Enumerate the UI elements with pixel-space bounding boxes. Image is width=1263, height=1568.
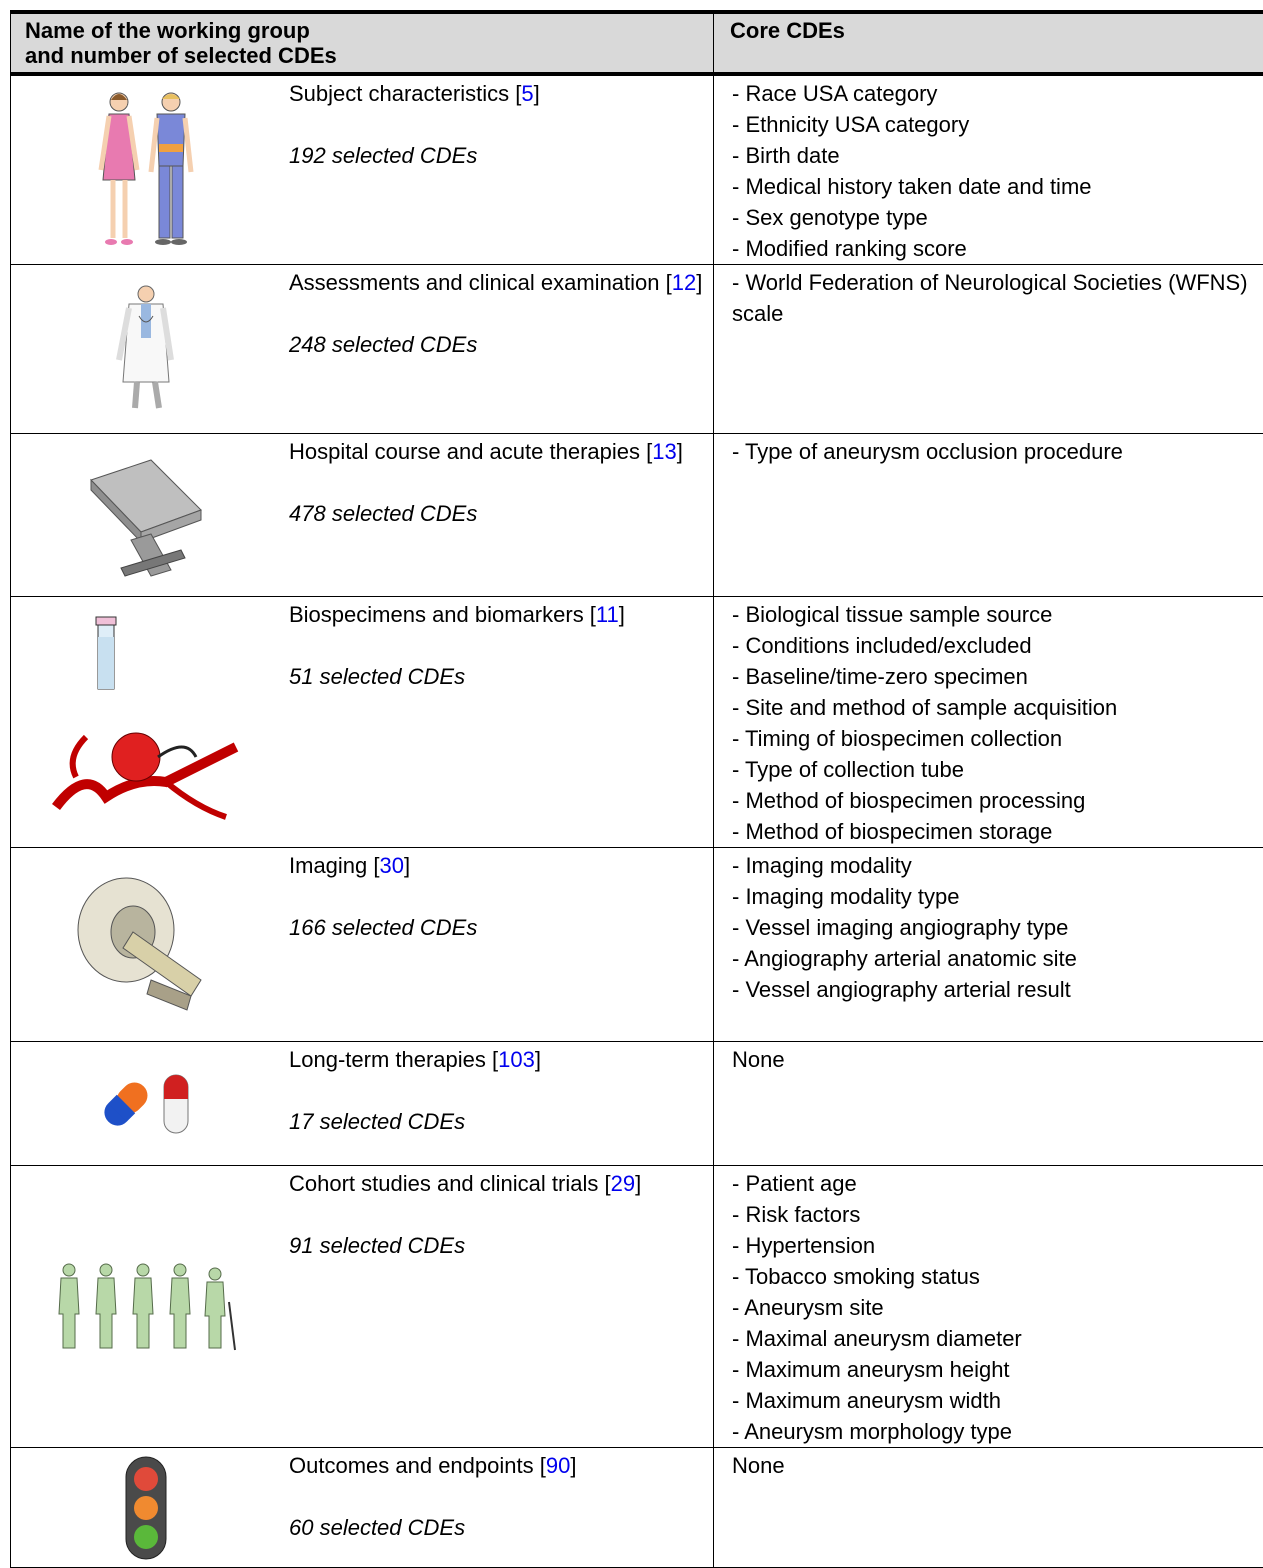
core-cde-item: None [732, 1044, 1263, 1075]
working-group-cell [11, 265, 714, 434]
working-group-name: Cohort studies and clinical trials [29] 91 selected CDEs [289, 1168, 709, 1261]
core-cde-item: - Modified ranking score [732, 233, 1263, 264]
working-group-name: Biospecimens and biomarkers [11] 51 selected CDEs [289, 599, 709, 692]
header-line-2: and number of selected CDEs [25, 43, 337, 68]
working-group-cell [11, 434, 714, 597]
core-cde-item: - Maximal aneurysm diameter [732, 1323, 1263, 1354]
core-cde-item: - Baseline/time-zero specimen [732, 661, 1263, 692]
working-group-cell [11, 597, 714, 848]
core-cde-item: - Vessel angiography arterial result [732, 974, 1263, 1005]
reference-link[interactable]: 5 [521, 81, 533, 106]
core-cde-item: - Site and method of sample acquisition [732, 692, 1263, 723]
core-cde-item: - Medical history taken date and time [732, 171, 1263, 202]
working-group-name: Imaging [30] 166 selected CDEs [289, 850, 709, 943]
header-core-cdes: Core CDEs [714, 12, 1263, 74]
core-cde-item: - Aneurysm morphology type [732, 1416, 1263, 1447]
core-cde-item: None [732, 1450, 1263, 1481]
core-cde-item: - Birth date [732, 140, 1263, 171]
table-row [11, 1042, 1263, 1166]
reference-link[interactable]: 13 [652, 439, 676, 464]
core-cde-item: - Imaging modality [732, 850, 1263, 881]
working-group-name: Outcomes and endpoints [90] 60 selected CDEs [289, 1450, 709, 1543]
core-cde-item: - Ethnicity USA category [732, 109, 1263, 140]
working-group-cell [11, 1042, 714, 1166]
cohort-people-icon [21, 1166, 271, 1447]
core-cde-item: - Tobacco smoking status [732, 1261, 1263, 1292]
table-row [11, 597, 1263, 848]
table-header-row [11, 12, 1263, 74]
core-cde-item: - Angiography arterial anatomic site [732, 943, 1263, 974]
core-cdes-cell [714, 1448, 1263, 1568]
selected-cdes-count: 478 selected CDEs [289, 498, 709, 529]
core-cdes-cell [714, 597, 1263, 848]
reference-link[interactable]: 30 [380, 853, 404, 878]
core-cdes-cell [714, 1166, 1263, 1448]
table-row [11, 74, 1263, 265]
core-cde-item: - Type of aneurysm occlusion procedure [732, 436, 1263, 467]
core-cde-item: - Type of collection tube [732, 754, 1263, 785]
test-tube-aneurysm-icon [21, 597, 271, 847]
working-group-name: Long-term therapies [103] 17 selected CDEs [289, 1044, 709, 1137]
core-cdes-cell [714, 265, 1263, 434]
selected-cdes-count: 248 selected CDEs [289, 329, 709, 360]
reference-link[interactable]: 103 [498, 1047, 535, 1072]
working-group-name: Subject characteristics [5] 192 selected CDEs [289, 78, 709, 171]
reference-link[interactable]: 12 [672, 270, 696, 295]
doctor-icon [21, 265, 271, 433]
core-cde-item: - Method of biospecimen processing [732, 785, 1263, 816]
table-row [11, 1448, 1263, 1568]
core-cde-item: - World Federation of Neurological Societies (WFNS) scale [732, 267, 1263, 329]
selected-cdes-count: 60 selected CDEs [289, 1512, 709, 1543]
core-cde-item: - Biological tissue sample source [732, 599, 1263, 630]
working-group-name: Assessments and clinical examination [12] 248 selected CDEs [289, 267, 709, 360]
table-row [11, 1166, 1263, 1448]
core-cde-item: - Aneurysm site [732, 1292, 1263, 1323]
working-group-cell [11, 1166, 714, 1448]
selected-cdes-count: 192 selected CDEs [289, 140, 709, 171]
core-cdes-cell [714, 74, 1263, 265]
table-row [11, 848, 1263, 1042]
core-cdes-cell [714, 434, 1263, 597]
core-cde-item: - Maximum aneurysm height [732, 1354, 1263, 1385]
core-cde-item: - Maximum aneurysm width [732, 1385, 1263, 1416]
working-group-cell [11, 1448, 714, 1568]
selected-cdes-count: 17 selected CDEs [289, 1106, 709, 1137]
working-group-name: Hospital course and acute therapies [13] 478 selected CDEs [289, 436, 709, 529]
cde-table [10, 10, 1263, 1568]
table-row [11, 265, 1263, 434]
selected-cdes-count: 51 selected CDEs [289, 661, 709, 692]
reference-link[interactable]: 11 [596, 602, 619, 627]
core-cde-item: - Method of biospecimen storage [732, 816, 1263, 847]
core-cdes-cell [714, 1042, 1263, 1166]
core-cde-item: - Race USA category [732, 78, 1263, 109]
hospital-bed-icon [21, 434, 271, 596]
core-cde-item: - Patient age [732, 1168, 1263, 1199]
header-line-1: Name of the working group [25, 18, 310, 43]
core-cde-item: - Timing of biospecimen collection [732, 723, 1263, 754]
people-man-woman-icon [21, 76, 271, 264]
header-working-group [11, 12, 714, 74]
working-group-cell [11, 74, 714, 265]
reference-link[interactable]: 90 [546, 1453, 570, 1478]
pills-icon [21, 1042, 271, 1165]
core-cde-item: - Hypertension [732, 1230, 1263, 1261]
core-cde-item: - Vessel imaging angiography type [732, 912, 1263, 943]
core-cde-item: - Conditions included/excluded [732, 630, 1263, 661]
mri-scanner-icon [21, 848, 271, 1041]
selected-cdes-count: 166 selected CDEs [289, 912, 709, 943]
core-cde-item: - Sex genotype type [732, 202, 1263, 233]
core-cdes-cell [714, 848, 1263, 1042]
core-cde-item: - Risk factors [732, 1199, 1263, 1230]
reference-link[interactable]: 29 [611, 1171, 635, 1196]
working-group-cell [11, 848, 714, 1042]
core-cde-item: - Imaging modality type [732, 881, 1263, 912]
table-row [11, 434, 1263, 597]
selected-cdes-count: 91 selected CDEs [289, 1230, 709, 1261]
traffic-light-icon [21, 1448, 271, 1567]
